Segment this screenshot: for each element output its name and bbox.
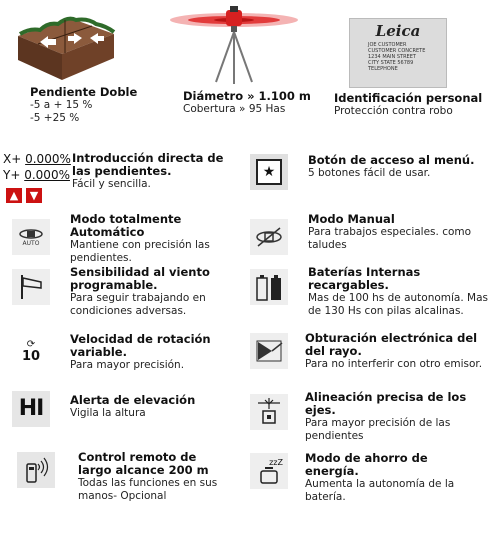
feature-desc: Mantiene con precisión las pendientes.	[70, 239, 210, 264]
x-axis-value: 0.000%	[25, 152, 71, 166]
sleep-mode-icon	[250, 453, 288, 489]
feature-title: Obturación electrónica del del rayo.	[305, 331, 478, 358]
hi-alert-icon	[12, 391, 50, 427]
feature-title: Control remoto de largo alcance 200 m	[78, 450, 209, 477]
feature-title: Botón de acceso al menú.	[308, 153, 475, 167]
feature-desc: Para trabajos especiales. como taludes	[308, 226, 472, 251]
feature-desc: Para mayor precisión de las pendientes	[305, 417, 451, 442]
feature-title: Modo Manual	[308, 212, 395, 226]
theft-protection-text: Protección contra robo	[334, 105, 453, 117]
feature-desc: Fácil y sencilla.	[72, 178, 151, 190]
battery-icon	[250, 269, 288, 305]
feature-title: Modo totalmente Automático	[70, 212, 182, 239]
feature-desc: Vigila la altura	[70, 407, 146, 419]
axis-alignment-icon	[250, 394, 288, 430]
card-line: JOE CUSTOMER	[368, 42, 407, 48]
auto-mode-icon	[12, 219, 50, 255]
feature-desc: Para mayor precisión.	[70, 359, 185, 371]
slope-range-1: -5 a + 15 %	[30, 99, 93, 111]
beam-shutter-icon	[250, 333, 288, 369]
wind-sock-icon	[12, 269, 50, 305]
feature-desc: Mas de 100 hs de autonomía. Mas de 130 Hs con pilas alcalinas.	[308, 292, 488, 317]
card-line: CITY STATE 56789	[368, 60, 414, 66]
card-line: CUSTOMER CONCRETE	[368, 48, 426, 54]
feature-title: Introducción directa de las pendientes.	[72, 151, 224, 178]
feature-title: Alineación precisa de los ejes.	[305, 390, 467, 417]
y-axis-label: Y+	[3, 168, 21, 182]
rotation-value: 10	[21, 348, 41, 364]
rotation-speed-icon: ⟳ 10	[12, 333, 50, 369]
rotating-laser-illustration	[168, 2, 300, 86]
diameter-title: Diámetro » 1.100 m	[183, 89, 311, 103]
slope-title: Pendiente Doble	[30, 85, 138, 99]
auto-label: AUTO	[22, 239, 40, 247]
feature-title: Baterías Internas recargables.	[308, 265, 421, 292]
sleep-zzz-label: zzZ	[269, 457, 283, 467]
star-button-icon: ★	[250, 154, 288, 190]
feature-desc: Aumenta la autonomía de la batería.	[305, 478, 455, 503]
feature-desc: 5 botones fácil de usar.	[308, 167, 431, 179]
feature-desc: Para no interferir con otro emisor.	[305, 358, 483, 370]
leica-logo: Leica	[375, 22, 421, 40]
feature-desc: Para seguir trabajando en condiciones adversas.	[70, 292, 206, 317]
leica-card-lines	[368, 42, 428, 72]
hi-label: HI	[18, 396, 44, 421]
slope-range-2: -5 +25 %	[30, 111, 80, 124]
feature-title: Velocidad de rotación variable.	[70, 332, 211, 359]
remote-control-icon	[17, 452, 55, 488]
identification-title: Identificación personal	[334, 91, 483, 105]
feature-title: Modo de ahorro de energía.	[305, 451, 428, 478]
x-axis-label: X+	[3, 152, 22, 166]
coverage-text: Cobertura » 95 Has	[183, 103, 286, 115]
card-line: TELEPHONE	[368, 66, 398, 72]
arrow-down-icon: ▼	[26, 188, 42, 203]
feature-desc: Todas las funciones en sus manos- Opcional	[78, 477, 218, 502]
feature-title: Sensibilidad al viento programable.	[70, 265, 210, 292]
y-axis-value: 0.000%	[24, 168, 70, 182]
feature-title: Alerta de elevación	[70, 393, 196, 407]
dual-slope-illustration	[10, 8, 120, 88]
slope-display-icon	[3, 150, 71, 210]
manual-mode-icon	[250, 219, 288, 255]
arrow-up-icon: ▲	[6, 188, 22, 203]
card-line: 1234 MAIN STREET	[368, 54, 416, 60]
leica-id-card	[349, 18, 447, 88]
